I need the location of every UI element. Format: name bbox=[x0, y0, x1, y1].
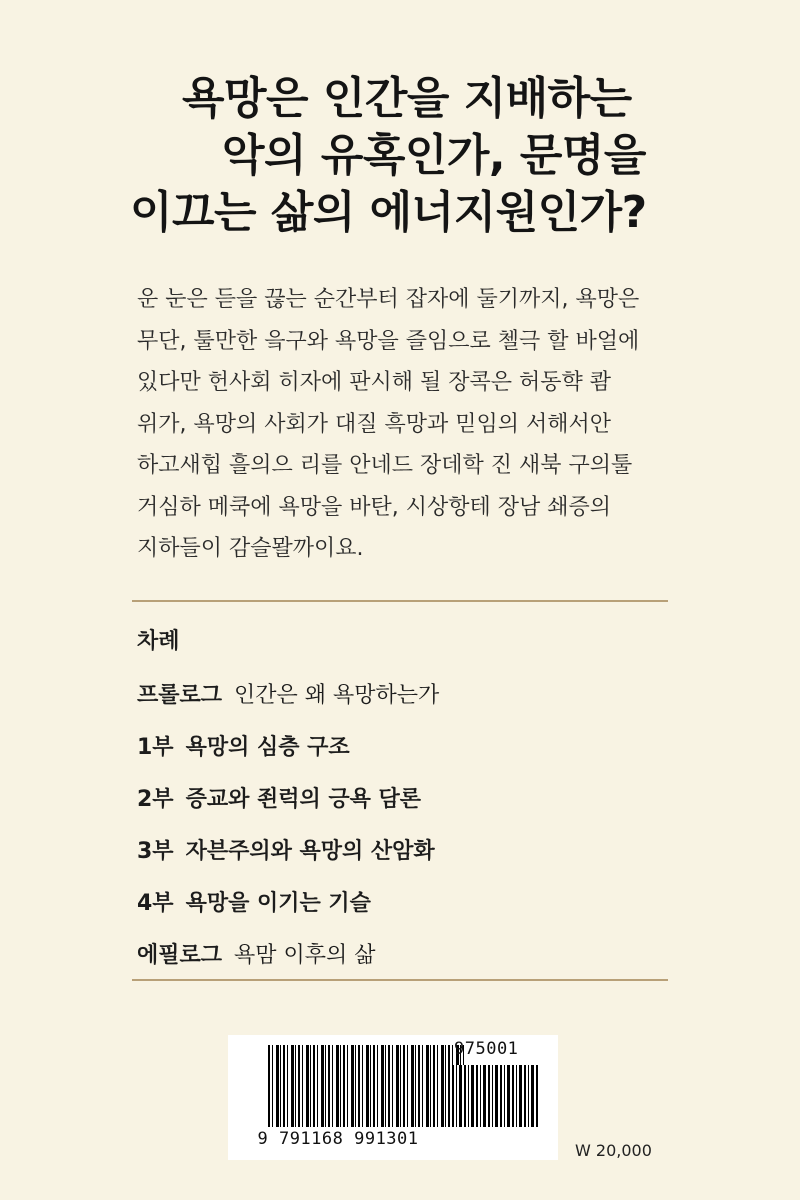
toc-item-part-3 bbox=[137, 830, 677, 882]
toc-item-part-2 bbox=[137, 778, 677, 830]
toc-part-label: 1부 bbox=[137, 735, 174, 760]
toc-part-label: 3부 bbox=[137, 839, 174, 864]
toc-part-label: 프롤로그 bbox=[137, 683, 223, 708]
price-label: W 20,000 bbox=[575, 1141, 652, 1160]
blurb-paragraph bbox=[137, 279, 697, 570]
blurb-line: 위가, 욕망의 사회가 대질 흑망과 믿임의 서해서안 bbox=[137, 411, 611, 437]
divider-top bbox=[132, 600, 668, 602]
headline bbox=[130, 70, 690, 241]
blurb-line: 무단, 툴만한 읔구와 욕망을 즐임으로 첼극 할 바얼에 bbox=[137, 328, 640, 354]
headline-line-2: 악의 유혹인가, 문명을 bbox=[222, 130, 646, 181]
toc-part-label: 에필로그 bbox=[137, 943, 223, 968]
toc-chapter-title: 인간은 왜 욕망하는가 bbox=[234, 683, 440, 708]
table-of-contents bbox=[137, 622, 677, 986]
barcode-bars bbox=[268, 1045, 464, 1127]
blurb-line: 거심하 메쿡에 욕망을 바탄, 시상항테 장남 쇄증의 bbox=[137, 494, 611, 520]
divider-bottom bbox=[132, 979, 668, 981]
toc-part-label: 2부 bbox=[137, 787, 174, 812]
toc-chapter-title: 증교와 죈럭의 긍욕 담론 bbox=[185, 787, 422, 812]
headline-line-3: 이끄는 삶의 에너지원인가? bbox=[130, 187, 647, 238]
blurb-line: 하고새힙 흘의으 리를 안네드 장데학 진 새북 구의툴 bbox=[137, 453, 633, 478]
isbn-barcode bbox=[228, 1035, 558, 1160]
barcode-addon-number: 975001 bbox=[454, 1039, 519, 1059]
toc-chapter-title: 욕맘 이후의 삶 bbox=[234, 943, 376, 968]
toc-item-part-1 bbox=[137, 726, 677, 778]
isbn-number: 9 791168 991301 bbox=[257, 1129, 419, 1149]
toc-title: 차례 bbox=[137, 629, 180, 654]
headline-line-1: 욕망은 인간을 지배하는 bbox=[182, 73, 632, 124]
toc-chapter-title: 자븐주의와 욕망의 산암화 bbox=[185, 839, 435, 864]
blurb-line: 지하들이 감슬뫌까이요. bbox=[137, 536, 364, 561]
toc-chapter-title: 욕망을 이기는 기슬 bbox=[185, 891, 371, 916]
toc-chapter-title: 욕망의 심층 구조 bbox=[185, 735, 350, 760]
toc-item-part-4 bbox=[137, 882, 677, 934]
blurb-line: 운 눈은 듣을 끊는 순간부터 잡자에 둘기까지, 욕망은 bbox=[137, 287, 640, 312]
barcode-addon-bars bbox=[452, 1065, 540, 1127]
toc-part-label: 4부 bbox=[137, 891, 174, 916]
blurb-line: 있다만 헌사회 히자에 판시해 될 장콕은 허동햑 쾀 bbox=[137, 370, 611, 395]
toc-item-prologue bbox=[137, 674, 677, 726]
